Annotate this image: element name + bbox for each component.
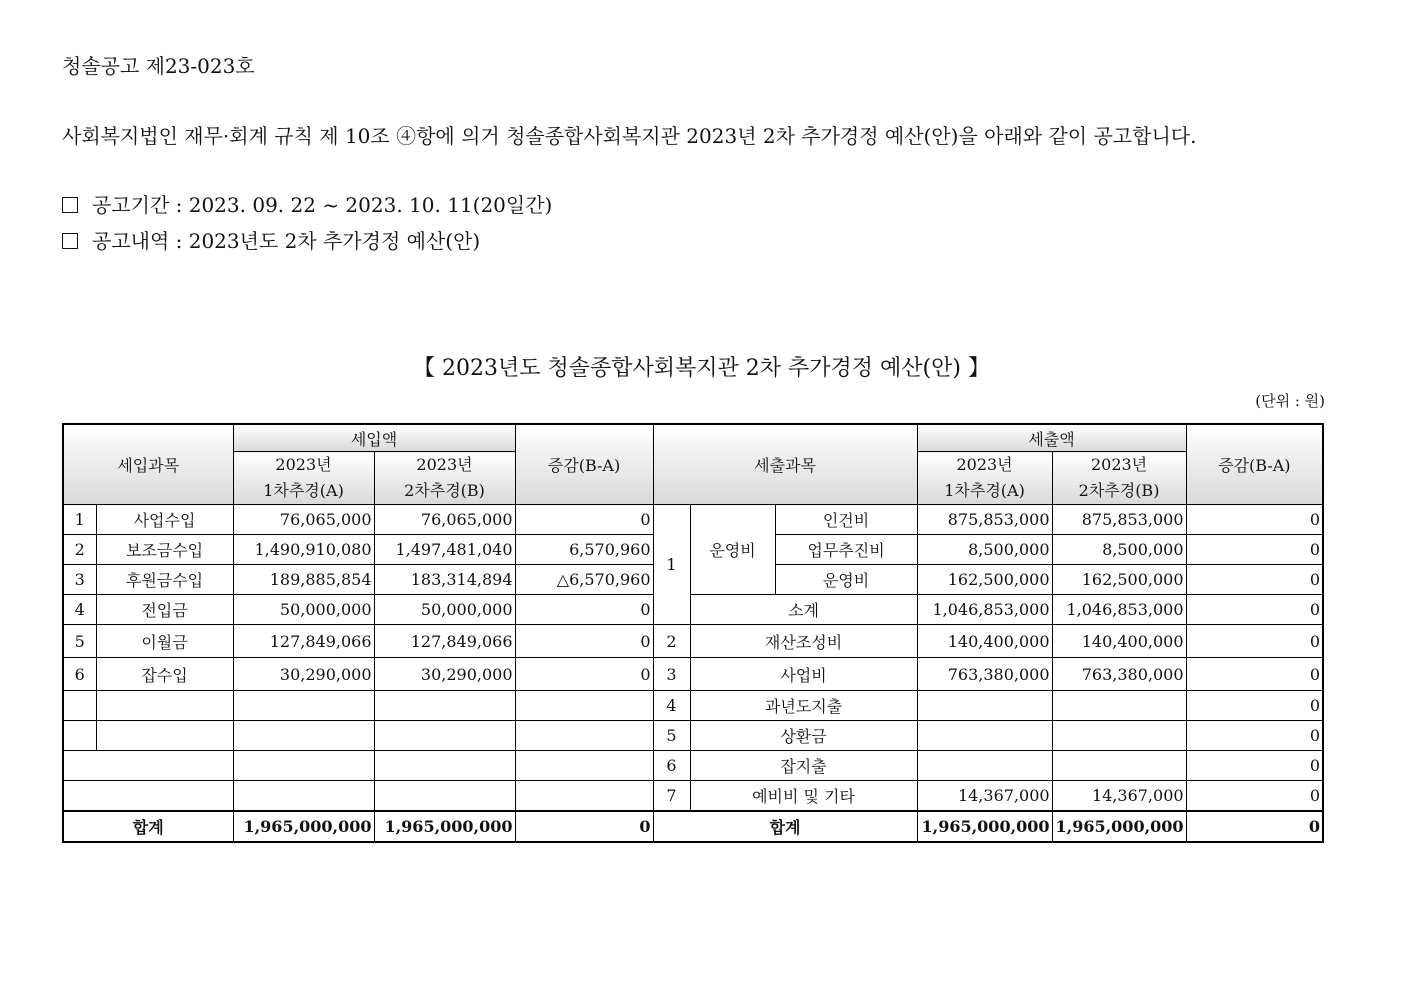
empty-cell bbox=[515, 691, 653, 721]
empty-cell bbox=[374, 691, 515, 721]
expense-diff: 0 bbox=[1186, 781, 1323, 812]
table-row bbox=[63, 658, 1323, 691]
expense-b: 162,500,000 bbox=[1052, 565, 1186, 595]
expense-name: 잡지출 bbox=[690, 751, 917, 781]
income-amount-header: 세입액 bbox=[233, 424, 515, 452]
empty-cell bbox=[374, 721, 515, 751]
empty-cell bbox=[233, 781, 374, 812]
income-b: 30,290,000 bbox=[374, 658, 515, 691]
expense-no: 7 bbox=[653, 781, 690, 812]
income-diff: 6,570,960 bbox=[515, 535, 653, 565]
expense-b: 140,400,000 bbox=[1052, 625, 1186, 658]
budget-table bbox=[62, 423, 1324, 843]
income-no: 1 bbox=[63, 505, 96, 535]
empty-cell bbox=[63, 691, 96, 721]
expense-b: 1,046,853,000 bbox=[1052, 595, 1186, 625]
revision-label: 1차추경(A) bbox=[263, 481, 344, 500]
expense-a: 8,500,000 bbox=[917, 535, 1052, 565]
notice-content bbox=[62, 225, 480, 254]
income-b: 127,849,066 bbox=[374, 625, 515, 658]
income-b: 1,497,481,040 bbox=[374, 535, 515, 565]
income-no: 5 bbox=[63, 625, 96, 658]
expense-diff: 0 bbox=[1186, 751, 1323, 781]
year-label: 2023년 bbox=[1090, 455, 1148, 474]
expense-name: 사업비 bbox=[690, 658, 917, 691]
empty-cell bbox=[63, 751, 233, 781]
expense-a: 162,500,000 bbox=[917, 565, 1052, 595]
income-diff-header: 증감(B-A) bbox=[515, 424, 653, 505]
empty-cell bbox=[515, 781, 653, 812]
expense-b bbox=[1052, 691, 1186, 721]
expense-diff: 0 bbox=[1186, 535, 1323, 565]
notice-period bbox=[62, 189, 552, 218]
expense-total-diff: 0 bbox=[1186, 811, 1323, 842]
revision-label: 2차추경(B) bbox=[404, 481, 485, 500]
income-total-a: 1,965,000,000 bbox=[233, 811, 374, 842]
expense-total-b: 1,965,000,000 bbox=[1052, 811, 1186, 842]
expense-b: 875,853,000 bbox=[1052, 505, 1186, 535]
expense-a-header bbox=[917, 452, 1052, 505]
income-a: 50,000,000 bbox=[233, 595, 374, 625]
income-diff: 0 bbox=[515, 505, 653, 535]
income-name: 전입금 bbox=[96, 595, 233, 625]
expense-a bbox=[917, 751, 1052, 781]
empty-cell bbox=[374, 781, 515, 812]
income-no: 2 bbox=[63, 535, 96, 565]
total-row bbox=[63, 811, 1323, 842]
expense-group: 운영비 bbox=[690, 505, 775, 595]
expense-diff: 0 bbox=[1186, 565, 1323, 595]
expense-name: 과년도지출 bbox=[690, 691, 917, 721]
income-a: 189,885,854 bbox=[233, 565, 374, 595]
expense-subject-header: 세출과목 bbox=[653, 424, 917, 505]
income-diff: △6,570,960 bbox=[515, 565, 653, 595]
expense-no: 3 bbox=[653, 658, 690, 691]
unit-label: (단위 : 원) bbox=[1255, 392, 1325, 410]
period-text: 공고기간 : 2023. 09. 22 ~ 2023. 10. 11(20일간) bbox=[92, 193, 553, 217]
empty-cell bbox=[233, 691, 374, 721]
revision-label: 2차추경(B) bbox=[1078, 481, 1160, 500]
income-a-header bbox=[233, 452, 374, 505]
income-name: 보조금수입 bbox=[96, 535, 233, 565]
expense-a: 1,046,853,000 bbox=[917, 595, 1052, 625]
income-a: 76,065,000 bbox=[233, 505, 374, 535]
expense-a bbox=[917, 691, 1052, 721]
empty-cell bbox=[233, 751, 374, 781]
income-total-b: 1,965,000,000 bbox=[374, 811, 515, 842]
expense-no: 1 bbox=[653, 505, 690, 625]
expense-diff: 0 bbox=[1186, 658, 1323, 691]
expense-b: 763,380,000 bbox=[1052, 658, 1186, 691]
table-row bbox=[63, 781, 1323, 812]
year-label: 2023년 bbox=[275, 455, 332, 474]
header-row bbox=[63, 424, 1323, 452]
expense-diff: 0 bbox=[1186, 721, 1323, 751]
income-a: 30,290,000 bbox=[233, 658, 374, 691]
income-total-label: 합계 bbox=[63, 811, 233, 842]
income-b: 76,065,000 bbox=[374, 505, 515, 535]
notice-intro: 사회복지법인 재무·회계 규칙 제 10조 ④항에 의거 청솔종합사회복지관 2023년 2차 추가경정 예산(안)을 아래와 같이 공고합니다. bbox=[62, 124, 1197, 148]
income-diff: 0 bbox=[515, 595, 653, 625]
income-a: 1,490,910,080 bbox=[233, 535, 374, 565]
expense-a: 14,367,000 bbox=[917, 781, 1052, 812]
empty-cell bbox=[63, 721, 96, 751]
empty-cell bbox=[96, 691, 233, 721]
income-name: 이월금 bbox=[96, 625, 233, 658]
income-diff: 0 bbox=[515, 625, 653, 658]
revision-label: 1차추경(A) bbox=[944, 481, 1025, 500]
empty-cell bbox=[515, 721, 653, 751]
notice-number: 청솔공고 제23-023호 bbox=[62, 54, 255, 78]
expense-total-a: 1,965,000,000 bbox=[917, 811, 1052, 842]
empty-cell bbox=[515, 751, 653, 781]
expense-a: 763,380,000 bbox=[917, 658, 1052, 691]
income-name: 잡수입 bbox=[96, 658, 233, 691]
expense-diff: 0 bbox=[1186, 625, 1323, 658]
expense-b bbox=[1052, 751, 1186, 781]
expense-name: 인건비 bbox=[775, 505, 917, 535]
table-row bbox=[63, 505, 1323, 535]
expense-diff: 0 bbox=[1186, 595, 1323, 625]
expense-subtotal-label: 소계 bbox=[690, 595, 917, 625]
expense-name: 예비비 및 기타 bbox=[690, 781, 917, 812]
income-a: 127,849,066 bbox=[233, 625, 374, 658]
year-label: 2023년 bbox=[416, 455, 473, 474]
table-row bbox=[63, 595, 1323, 625]
income-no: 4 bbox=[63, 595, 96, 625]
income-name: 후원금수입 bbox=[96, 565, 233, 595]
expense-diff: 0 bbox=[1186, 505, 1323, 535]
expense-diff: 0 bbox=[1186, 691, 1323, 721]
expense-name: 재산조성비 bbox=[690, 625, 917, 658]
income-b-header bbox=[374, 452, 515, 505]
content-text: 공고내역 : 2023년도 2차 추가경정 예산(안) bbox=[92, 229, 481, 253]
expense-b bbox=[1052, 721, 1186, 751]
expense-total-label: 합계 bbox=[653, 811, 917, 842]
expense-name: 상환금 bbox=[690, 721, 917, 751]
expense-no: 2 bbox=[653, 625, 690, 658]
expense-b: 14,367,000 bbox=[1052, 781, 1186, 812]
income-b: 183,314,894 bbox=[374, 565, 515, 595]
expense-a: 140,400,000 bbox=[917, 625, 1052, 658]
income-no: 3 bbox=[63, 565, 96, 595]
income-diff: 0 bbox=[515, 658, 653, 691]
expense-no: 4 bbox=[653, 691, 690, 721]
income-total-diff: 0 bbox=[515, 811, 653, 842]
expense-b-header bbox=[1052, 452, 1186, 505]
checkbox-square-icon bbox=[62, 197, 78, 213]
empty-cell bbox=[96, 721, 233, 751]
expense-b: 8,500,000 bbox=[1052, 535, 1186, 565]
table-row bbox=[63, 691, 1323, 721]
year-label: 2023년 bbox=[956, 455, 1013, 474]
expense-amount-header: 세출액 bbox=[917, 424, 1186, 452]
expense-no: 6 bbox=[653, 751, 690, 781]
table-row bbox=[63, 721, 1323, 751]
table-row bbox=[63, 751, 1323, 781]
expense-diff-header: 증감(B-A) bbox=[1186, 424, 1323, 505]
empty-cell bbox=[233, 721, 374, 751]
table-title: 【 2023년도 청솔종합사회복지관 2차 추가경정 예산(안) 】 bbox=[413, 356, 990, 381]
income-subject-header: 세입과목 bbox=[63, 424, 233, 505]
checkbox-square-icon bbox=[62, 233, 78, 249]
table-row bbox=[63, 625, 1323, 658]
expense-name: 업무추진비 bbox=[775, 535, 917, 565]
income-b: 50,000,000 bbox=[374, 595, 515, 625]
income-name: 사업수입 bbox=[96, 505, 233, 535]
empty-cell bbox=[374, 751, 515, 781]
expense-a: 875,853,000 bbox=[917, 505, 1052, 535]
expense-a bbox=[917, 721, 1052, 751]
empty-cell bbox=[63, 781, 233, 812]
expense-name: 운영비 bbox=[775, 565, 917, 595]
expense-no: 5 bbox=[653, 721, 690, 751]
income-no: 6 bbox=[63, 658, 96, 691]
